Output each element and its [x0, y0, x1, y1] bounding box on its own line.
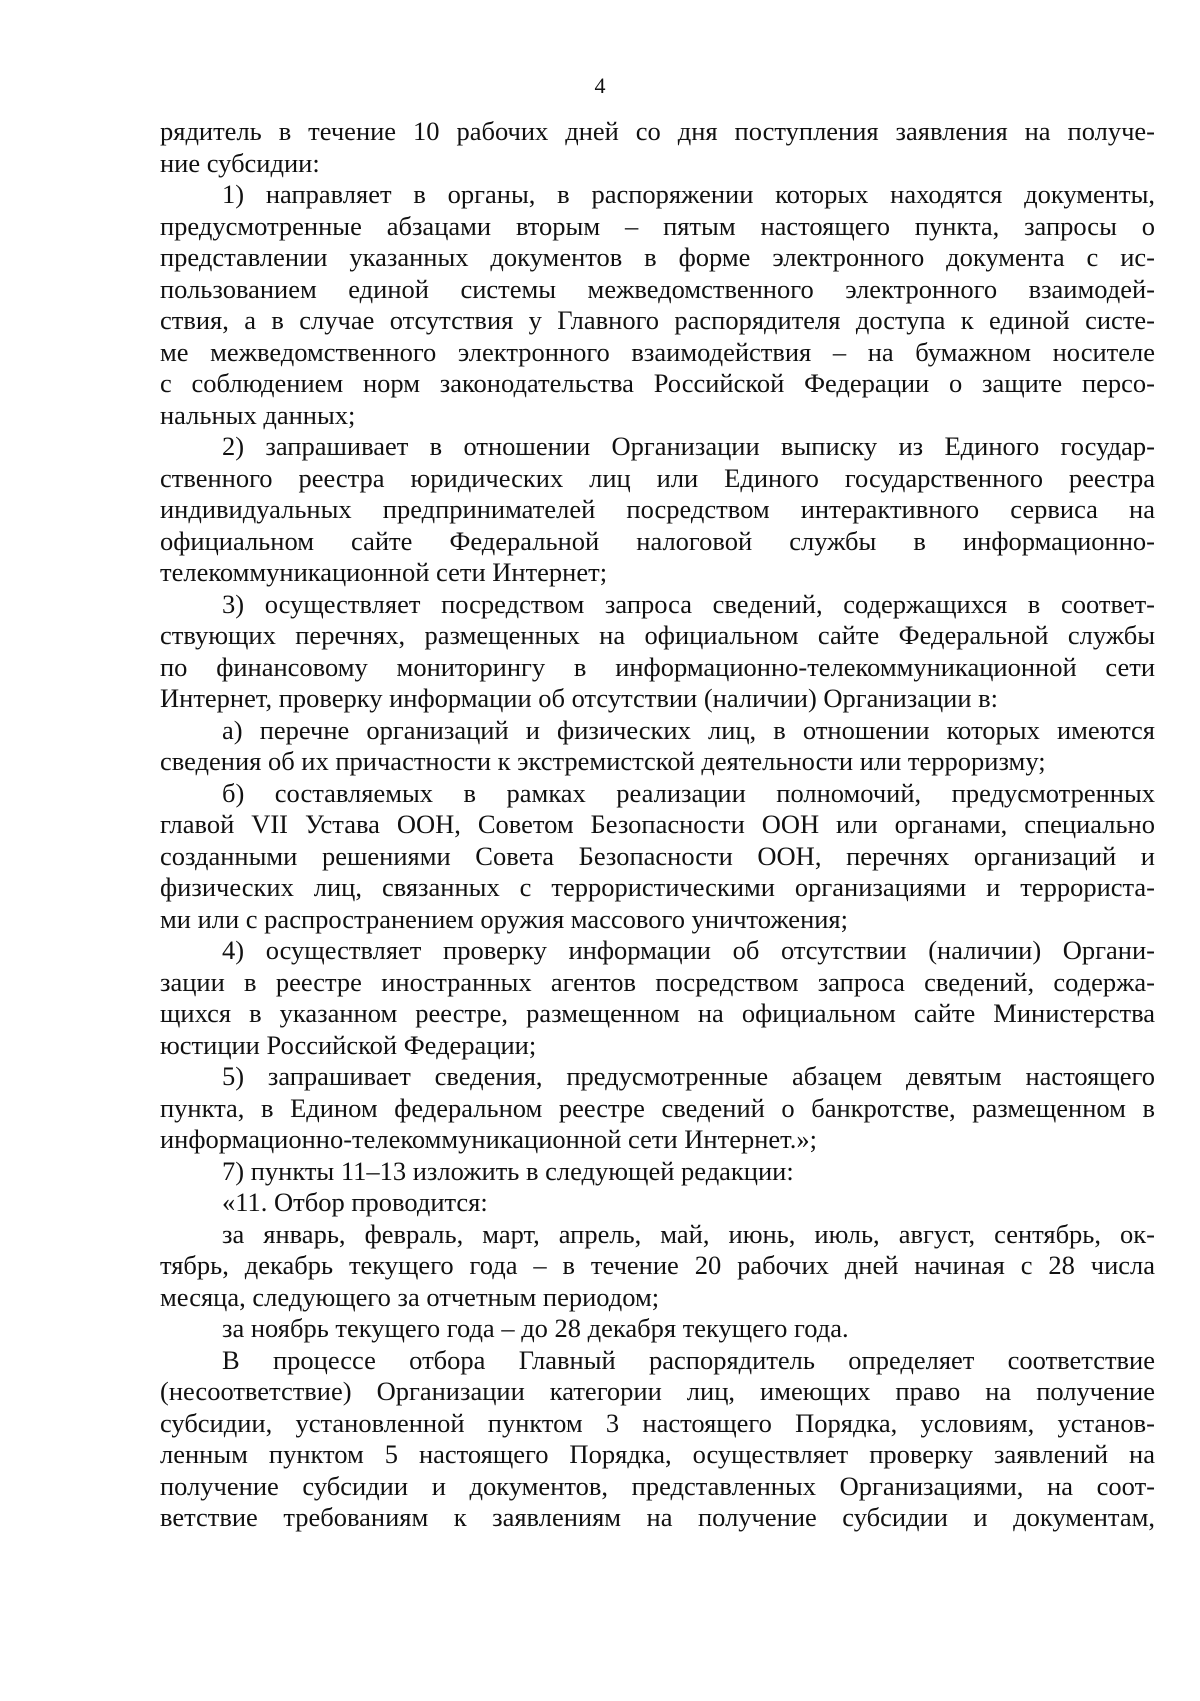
text-line: зации в реестре иностранных агентов посредством запроса сведений, содержа-	[160, 966, 1155, 997]
text-line: ствия, а в случае отсутствия у Главного распорядителя доступа к единой систе-	[160, 305, 1155, 335]
text-line: индивидуальных предпринимателей посредством интерактивного сервиса на	[160, 494, 1155, 524]
text-line: сведения об их причастности к экстремистской деятельности или терроризму;	[160, 746, 1046, 776]
text-line: рядитель в течение 10 рабочих дней со дня поступления заявления на получе-	[160, 116, 1155, 146]
text-line: пользованием единой системы межведомственного электронного взаимодей-	[160, 273, 1155, 304]
text-line: получение субсидии и документов, представленных Организациями, на соот-	[160, 1470, 1155, 1501]
page-number: 4	[594, 73, 606, 98]
text-line: 1) направляет в органы, в распоряжении которых находятся документы,	[222, 179, 1155, 209]
text-line: ветствие требованиям к заявлениям на получение субсидии и документам,	[160, 1502, 1155, 1532]
text-line: пункта, в Едином федеральном реестре сведений о банкротстве, размещенном в	[160, 1092, 1155, 1123]
text-line: ствующих перечнях, размещенных на официальном сайте Федеральной службы	[160, 620, 1155, 650]
text-line: 3) осуществляет посредством запроса сведений, содержащихся в соответ-	[222, 588, 1155, 619]
text-line: б) составляемых в рамках реализации полномочий, предусмотренных	[222, 777, 1155, 808]
text-line: Интернет, проверку информации об отсутствии (наличии) Организации в:	[160, 683, 999, 713]
text-line: предусмотренные абзацами вторым – пятым настоящего пункта, запросы о	[160, 210, 1155, 241]
text-line: с соблюдением норм законодательства Российской Федерации о защите персо-	[160, 368, 1155, 398]
text-line: по финансовому мониторингу в информационно-телекоммуникационной сети	[160, 651, 1155, 682]
text-line: 2) запрашивает в отношении Организации выписку из Единого государ-	[222, 431, 1155, 461]
text-line: 5) запрашивает сведения, предусмотренные абзацем девятым настоящего	[222, 1061, 1155, 1091]
text-line: (несоответствие) Организации категории лиц, имеющих право на получение	[160, 1376, 1155, 1406]
text-line: месяца, следующего за отчетным периодом;	[160, 1281, 660, 1312]
text-line: щихся в указанном реестре, размещенном на официальном сайте Министерства	[160, 998, 1155, 1028]
text-line: а) перечне организаций и физических лиц, в отношении которых имеются	[222, 714, 1155, 745]
text-line: за ноябрь текущего года – до 28 декабря текущего года.	[222, 1313, 849, 1343]
text-line: представлении указанных документов в форме электронного документа с ис-	[160, 242, 1155, 272]
text-line: ние субсидии:	[160, 147, 320, 178]
text-line: нальных данных;	[160, 399, 356, 430]
text-line: ме межведомственного электронного взаимодействия – на бумажном носителе	[160, 336, 1155, 367]
text-line: ленным пунктом 5 настоящего Порядка, осуществляет проверку заявлений на	[160, 1439, 1155, 1469]
text-line: ственного реестра юридических лиц или Единого государственного реестра	[160, 462, 1155, 493]
text-line: 4) осуществляет проверку информации об отсутствии (наличии) Органи-	[222, 935, 1155, 965]
text-line: физических лиц, связанных с террористическими организациями и террориста-	[160, 872, 1155, 902]
text-line: тябрь, декабрь текущего года – в течение 20 рабочих дней начиная с 28 числа	[160, 1250, 1155, 1280]
text-line: официальном сайте Федеральной налоговой службы в информационно-	[160, 525, 1155, 556]
text-line: юстиции Российской Федерации;	[160, 1029, 537, 1060]
text-line: главой VII Устава ООН, Советом Безопасности ООН или органами, специально	[160, 809, 1155, 839]
text-line: за январь, февраль, март, апрель, май, июнь, июль, август, сентябрь, ок-	[222, 1218, 1155, 1249]
document-body	[160, 116, 1155, 1534]
text-line: созданными решениями Совета Безопасности ООН, перечнях организаций и	[160, 840, 1155, 871]
text-line: ми или с распространением оружия массового уничтожения;	[160, 903, 848, 934]
text-line: «11. Отбор проводится:	[222, 1187, 488, 1217]
text-line: В процессе отбора Главный распорядитель определяет соответствие	[222, 1344, 1155, 1375]
text-line: информационно-телекоммуникационной сети Интернет.»;	[160, 1124, 817, 1154]
text-line: телекоммуникационной сети Интернет;	[160, 557, 608, 587]
text-line: 7) пункты 11–13 изложить в следующей редакции:	[222, 1155, 794, 1186]
text-line: субсидии, установленной пунктом 3 настоящего Порядка, условиям, установ-	[160, 1407, 1155, 1438]
